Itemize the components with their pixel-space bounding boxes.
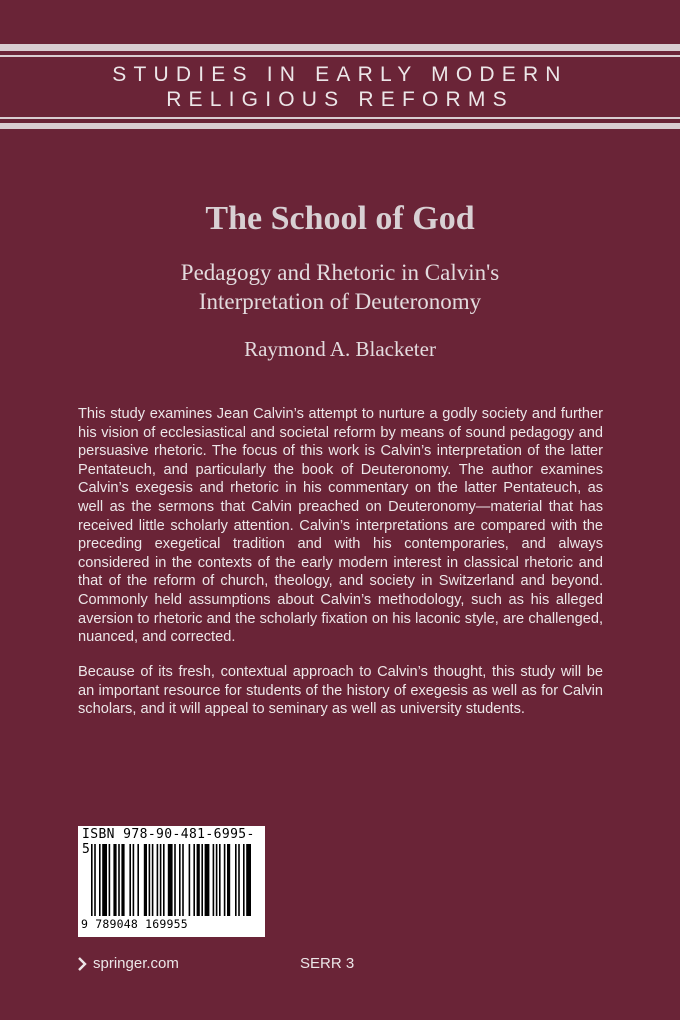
barcode-bar — [216, 844, 218, 916]
blurb-paragraph-1: This study examines Jean Calvin’s attempt to nurture a godly society and further his vision of ecclesiastical and societal reform by means of sound pedagogy and persuasive rhetoric. The focus of this work is Calvin’s interpretation of the latter Pentateuch, and particularly the book of Deuteronomy. The author examines Calvin’s exegesis and rhetoric in his commentary on the latter Pentateuch, as well as the sermons that Calvin preached on Deuteronomy—material that has received little scholarly attention. Calvin’s interpretations are compared with the preceding exegetical tradition and with his contemporaries, and always considered in the contexts of the early modern interest in classical rhetoric and that of the reform of church, theology, and society in Switzerland and beyond. Commonly held assumptions about Calvin’s methodology, such as his alleged aversion to rhetoric and the scholarly fixation on his laconic style, are challenged, nuanced, and corrected. — [78, 406, 603, 646]
barcode-bar — [189, 844, 191, 916]
bottom-rule-thick — [0, 123, 680, 129]
barcode-bar — [193, 844, 195, 916]
barcode-bar — [102, 844, 107, 916]
barcode-bar — [243, 844, 245, 916]
barcode-bar — [113, 844, 116, 916]
barcode-bar — [129, 844, 131, 916]
series-code: SERR 3 — [300, 955, 355, 972]
barcode-bar — [168, 844, 173, 916]
barcode-bar — [213, 844, 215, 916]
barcode-bar — [179, 844, 181, 916]
chevron-right-icon — [78, 957, 87, 971]
barcode-bar — [205, 844, 210, 916]
barcode-bar — [152, 844, 154, 916]
barcode-bar — [163, 844, 165, 916]
top-rule-thick — [0, 44, 680, 51]
springer-link-label: springer.com — [93, 955, 179, 972]
barcode-bar — [91, 844, 93, 916]
subtitle-line2: Interpretation of Deuteronomy — [198, 289, 482, 314]
barcode-bar — [99, 844, 101, 916]
isbn-digits: 9 789048 169955 — [81, 917, 188, 931]
barcode-bar — [197, 844, 200, 916]
barcode-bars — [91, 844, 253, 918]
barcode-bar — [182, 844, 184, 916]
barcode-bar — [224, 844, 226, 916]
barcode-bar — [149, 844, 151, 916]
series-title-line2: RELIGIOUS REFORMS — [166, 88, 514, 111]
barcode-bar — [174, 844, 176, 916]
barcode-bar — [121, 844, 124, 916]
barcode-bar — [109, 844, 111, 916]
isbn-barcode — [78, 826, 265, 937]
book-title: The School of God — [205, 200, 475, 237]
book-author: Raymond A. Blacketer — [244, 337, 436, 361]
isbn-label: ISBN 978-90-481-6995-5 — [82, 827, 255, 857]
barcode-bar — [133, 844, 135, 916]
barcode-bar — [246, 844, 251, 916]
barcode-bar — [118, 844, 120, 916]
barcode-bar — [227, 844, 230, 916]
barcode-bar — [219, 844, 221, 916]
barcode-bar — [157, 844, 159, 916]
subtitle-line1: Pedagogy and Rhetoric in Calvin's — [180, 260, 500, 285]
springer-link[interactable] — [78, 955, 179, 972]
barcode-bar — [201, 844, 203, 916]
blurb-paragraph-2: Because of its fresh, contextual approach to Calvin’s thought, this study will be an important resource for students of the history of exegesis as well as for Calvin scholars, and it will appeal to seminary as well as university students. — [78, 664, 603, 718]
top-rule-thin — [0, 55, 680, 57]
barcode-bar — [144, 844, 147, 916]
book-subtitle — [40, 258, 640, 316]
barcode-bar — [238, 844, 240, 916]
barcode-bar — [137, 844, 139, 916]
series-title-line1: STUDIES IN EARLY MODERN — [112, 63, 568, 86]
bottom-rule-thin — [0, 117, 680, 119]
barcode-bar — [235, 844, 237, 916]
barcode-bar — [160, 844, 162, 916]
barcode-bar — [94, 844, 96, 916]
